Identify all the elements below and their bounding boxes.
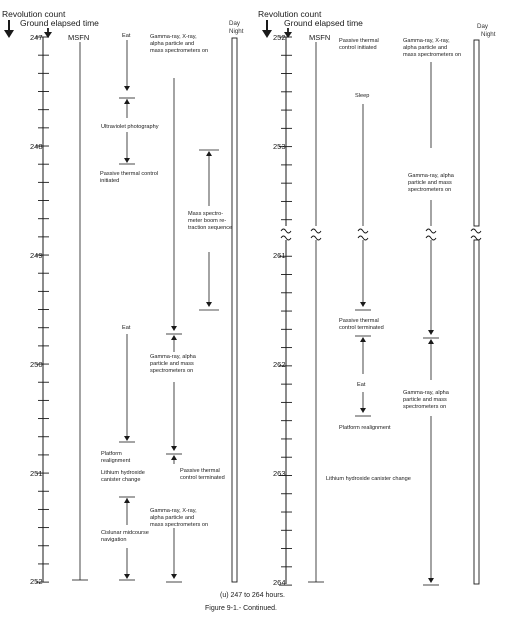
hour-label: 261 [273, 251, 286, 260]
annotation-lioh-canister-change: Lithium hydroxide canister change [326, 476, 411, 482]
revolution-count-label-right: Revolution count [258, 9, 322, 19]
hour-label: 250 [30, 360, 43, 369]
experiment-column-left [166, 78, 182, 582]
hour-label: 252 [30, 577, 43, 586]
svg-text:alpha particle and: alpha particle and [403, 45, 448, 51]
svg-text:mass spectrometers on: mass spectrometers on [403, 52, 462, 58]
svg-text:mass spectrometers on: mass spectrometers on [150, 48, 209, 54]
figure-caption: Figure 9-1.- Continued. [205, 605, 277, 612]
ground-elapsed-time-label-left: Ground elapsed time [20, 18, 99, 28]
svg-text:Passive thermal: Passive thermal [180, 468, 220, 474]
svg-text:control initiated: control initiated [339, 45, 377, 51]
night-label-left: Night [229, 28, 244, 35]
svg-text:meter boom re-: meter boom re- [188, 218, 227, 224]
annotation-ptc-initiated [100, 171, 158, 184]
crew-activity-column-left [119, 40, 135, 580]
break-mark [358, 229, 368, 233]
hour-label: 253 [273, 142, 286, 151]
day-night-bar-left [232, 38, 237, 582]
arrow-icon [360, 408, 366, 413]
revolution-count-label-left: Revolution count [2, 9, 66, 19]
svg-text:control terminated: control terminated [180, 475, 225, 481]
day-label-right: Day [477, 23, 489, 30]
break-mark [426, 229, 436, 233]
svg-text:Lithium hydroxide: Lithium hydroxide [101, 470, 145, 476]
day-night-bar-right [474, 40, 479, 226]
svg-text:spectrometers on: spectrometers on [403, 404, 447, 410]
svg-text:Passive thermal control: Passive thermal control [100, 171, 159, 177]
svg-text:Gamma-ray, alpha: Gamma-ray, alpha [408, 173, 454, 179]
svg-text:Gamma-ray, alpha: Gamma-ray, alpha [150, 354, 196, 360]
crew-activity-column-right [355, 104, 371, 416]
arrow-icon [360, 302, 366, 307]
hour-label: 263 [273, 469, 286, 478]
figure-subcaption: (u) 247 to 264 hours. [220, 592, 285, 599]
axis-break-marks [281, 229, 481, 240]
hour-label: 264 [273, 578, 286, 587]
down-arrow-icon [262, 20, 272, 38]
svg-text:Gamma-ray, X-ray,: Gamma-ray, X-ray, [403, 38, 450, 44]
arrow-icon [171, 326, 177, 331]
day-night-bar-right [474, 240, 479, 584]
svg-text:particle and mass: particle and mass [150, 361, 194, 367]
arrow-icon [428, 330, 434, 335]
svg-text:particle and mass: particle and mass [403, 397, 447, 403]
svg-text:canister change: canister change [101, 477, 141, 483]
arrow-icon [206, 302, 212, 307]
annotation-platform-realignment: Platform realignment [339, 425, 391, 431]
night-label-right: Night [481, 31, 496, 38]
down-arrow-icon [44, 28, 52, 38]
annotation-eat: Eat [122, 33, 131, 39]
hour-label: 262 [273, 360, 286, 369]
annotation-gamma-xray-alpha-mass [403, 38, 461, 58]
annotation-gamma-alpha-mass [408, 173, 455, 193]
svg-text:navigation: navigation [101, 537, 127, 543]
break-mark [358, 236, 368, 240]
arrow-icon [171, 446, 177, 451]
svg-text:alpha particle and: alpha particle and [150, 515, 195, 521]
annotation-eat: Eat [357, 382, 366, 388]
break-mark [471, 236, 481, 240]
annotation-gamma-xray-alpha-mass [150, 508, 208, 528]
experiment-column-right [423, 62, 439, 585]
annotation-cislunar-midcourse [101, 530, 149, 543]
svg-text:mass spectrometers on: mass spectrometers on [150, 522, 209, 528]
annotation-mass-spec-boom [188, 211, 232, 231]
break-mark [281, 236, 291, 240]
arrow-icon [171, 574, 177, 579]
break-mark [311, 236, 321, 240]
svg-text:alpha particle and: alpha particle and [150, 41, 195, 47]
annotation-eat: Eat [122, 325, 131, 331]
annotation-sleep: Sleep [355, 93, 370, 99]
msfn-label-left: MSFN [68, 33, 90, 42]
svg-text:spectrometers on: spectrometers on [408, 187, 452, 193]
hour-label: 251 [30, 469, 43, 478]
hour-label: 248 [30, 142, 43, 151]
hour-label: 249 [30, 251, 43, 260]
annotation-platform-realignment [101, 451, 131, 464]
annotation-gamma-alpha-mass [150, 354, 197, 374]
break-mark [311, 229, 321, 233]
arrow-icon [124, 574, 130, 579]
day-label-left: Day [229, 20, 241, 27]
svg-text:initiated: initiated [100, 178, 120, 184]
svg-text:Passive thermal: Passive thermal [339, 318, 379, 324]
annotation-ptc-initiated [339, 38, 379, 51]
annotation-ultraviolet-photography: Ultraviolet photography [101, 124, 159, 130]
annotation-ptc-terminated [339, 318, 384, 331]
ground-elapsed-time-label-right: Ground elapsed time [284, 18, 363, 28]
svg-text:Cislunar midcourse: Cislunar midcourse [101, 530, 149, 536]
svg-text:Gamma-ray, X-ray,: Gamma-ray, X-ray, [150, 508, 197, 514]
svg-text:spectrometers on: spectrometers on [150, 368, 194, 374]
arrow-icon [124, 158, 130, 163]
svg-text:Platform: Platform [101, 451, 122, 457]
break-mark [281, 229, 291, 233]
msfn-label-right: MSFN [309, 33, 331, 42]
arrow-icon [124, 436, 130, 441]
arrow-icon [124, 86, 130, 91]
down-arrow-icon [4, 20, 14, 38]
break-mark [426, 236, 436, 240]
annotation-gamma-alpha-mass [403, 390, 450, 410]
svg-text:control terminated: control terminated [339, 325, 384, 331]
svg-text:Mass spectro-: Mass spectro- [188, 211, 224, 217]
hour-label: 247 [30, 33, 43, 42]
annotation-ptc-terminated [180, 468, 225, 481]
annotation-lioh-canister-change [101, 470, 145, 483]
svg-text:Gamma-ray, alpha: Gamma-ray, alpha [403, 390, 449, 396]
svg-text:traction sequence: traction sequence [188, 225, 233, 231]
svg-text:particle and mass: particle and mass [408, 180, 452, 186]
arrow-icon [428, 578, 434, 583]
hour-label: 252 [273, 33, 286, 42]
annotation-gamma-xray-alpha-mass [150, 34, 208, 54]
svg-text:Passive thermal: Passive thermal [339, 38, 379, 44]
break-mark [471, 229, 481, 233]
svg-text:realignment: realignment [101, 458, 131, 464]
svg-text:Gamma-ray, X-ray,: Gamma-ray, X-ray, [150, 34, 197, 40]
